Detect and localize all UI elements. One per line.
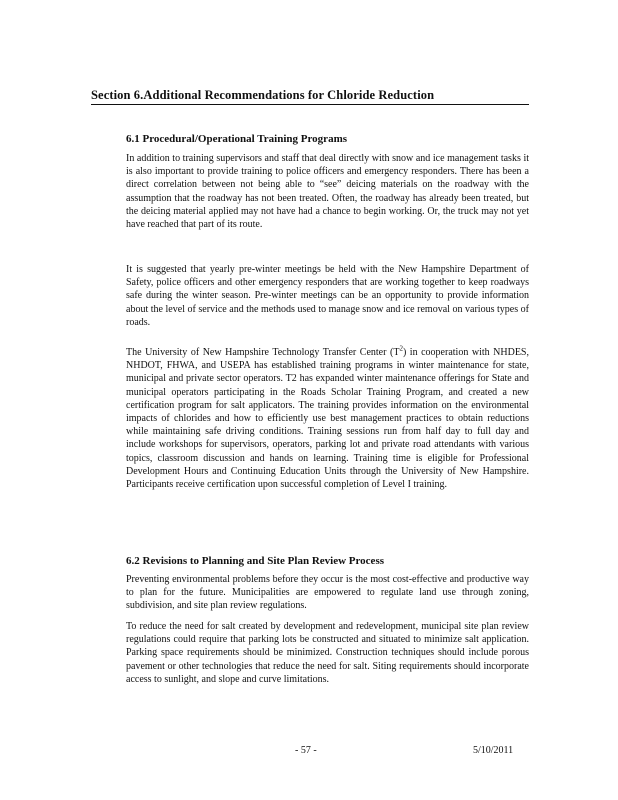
- paragraph-site-plan: To reduce the need for salt created by development and redevelopment, municipal site plan review regulations could require that parking lots be constructed and situated to minimize salt application. Parking space requirements should be minimized. Construction techniques should include porous pavement or other technologies that reduce the need for salt. Siting requirements should incorporate access to sunlight, and slope and curve limitations.: [126, 621, 529, 685]
- paragraph-pre-winter-meetings: It is suggested that yearly pre-winter meetings be held with the New Hampshire Department of Safety, police officers and other emergency responders that are working together to keep roadways safe during the winter season. Pre-winter meetings can be an opportunity to provide information about the level of service and the methods used to manage snow and ice removal on various types of roads.: [126, 264, 529, 328]
- t2-superscript: 2: [399, 344, 403, 353]
- page-number: - 57 -: [295, 745, 317, 756]
- subsection-heading-6-2: 6.2 Revisions to Planning and Site Plan Review Process: [126, 555, 385, 567]
- paragraph-t2-center: [126, 346, 529, 491]
- subsection-heading-6-1: 6.1 Procedural/Operational Training Programs: [126, 133, 348, 145]
- paragraph-training-intro: In addition to training supervisors and staff that deal directly with snow and ice management tasks it is also important to provide training to police officers and emergency responders. There has been a direct correlation between not being able to “see” deicing materials on the roadway with the assumption that the roadway has not been treated. Often, the roadway has already been treated, but the deicing material applied may not have had a chance to begin working. Or, the truck may not yet have reached that part of its route.: [126, 153, 529, 231]
- footer-date: 5/10/2011: [473, 745, 514, 756]
- section-title: Section 6.Additional Recommendations for Chloride Reduction: [91, 88, 529, 105]
- t2-text-start: The University of New Hampshire Technology Transfer Center (T: [126, 347, 400, 358]
- paragraph-prevention: Preventing environmental problems before they occur is the most cost-effective and productive way to plan for the future. Municipalities are empowered to regulate land use through zoning, subdivision, and site plan review regulations.: [126, 574, 529, 612]
- t2-text-rest: ) in cooperation with NHDES, NHDOT, FHWA, and USEPA has established training programs in winter maintenance for state, municipal and private sector operators. T2 has expanded winter maintenance offerings for State and municipal operators participating in the Roads Scholar Training Program, and created a new certification program for salt applicators. The training provides information on the environmental impacts of chlorides and how to efficiently use best management practices to obtain reductions while maintaining safe driving conditions. Training sessions run from half day to full day and include workshops for supervisors, operators, parking lot and private road attendants with various topics, classroom discussion and hands on learning. Training time is eligible for Professional Development Hours and Continuing Education Units through the University of New Hampshire. Participants receive certification upon successful completion of Level I training.: [126, 347, 529, 491]
